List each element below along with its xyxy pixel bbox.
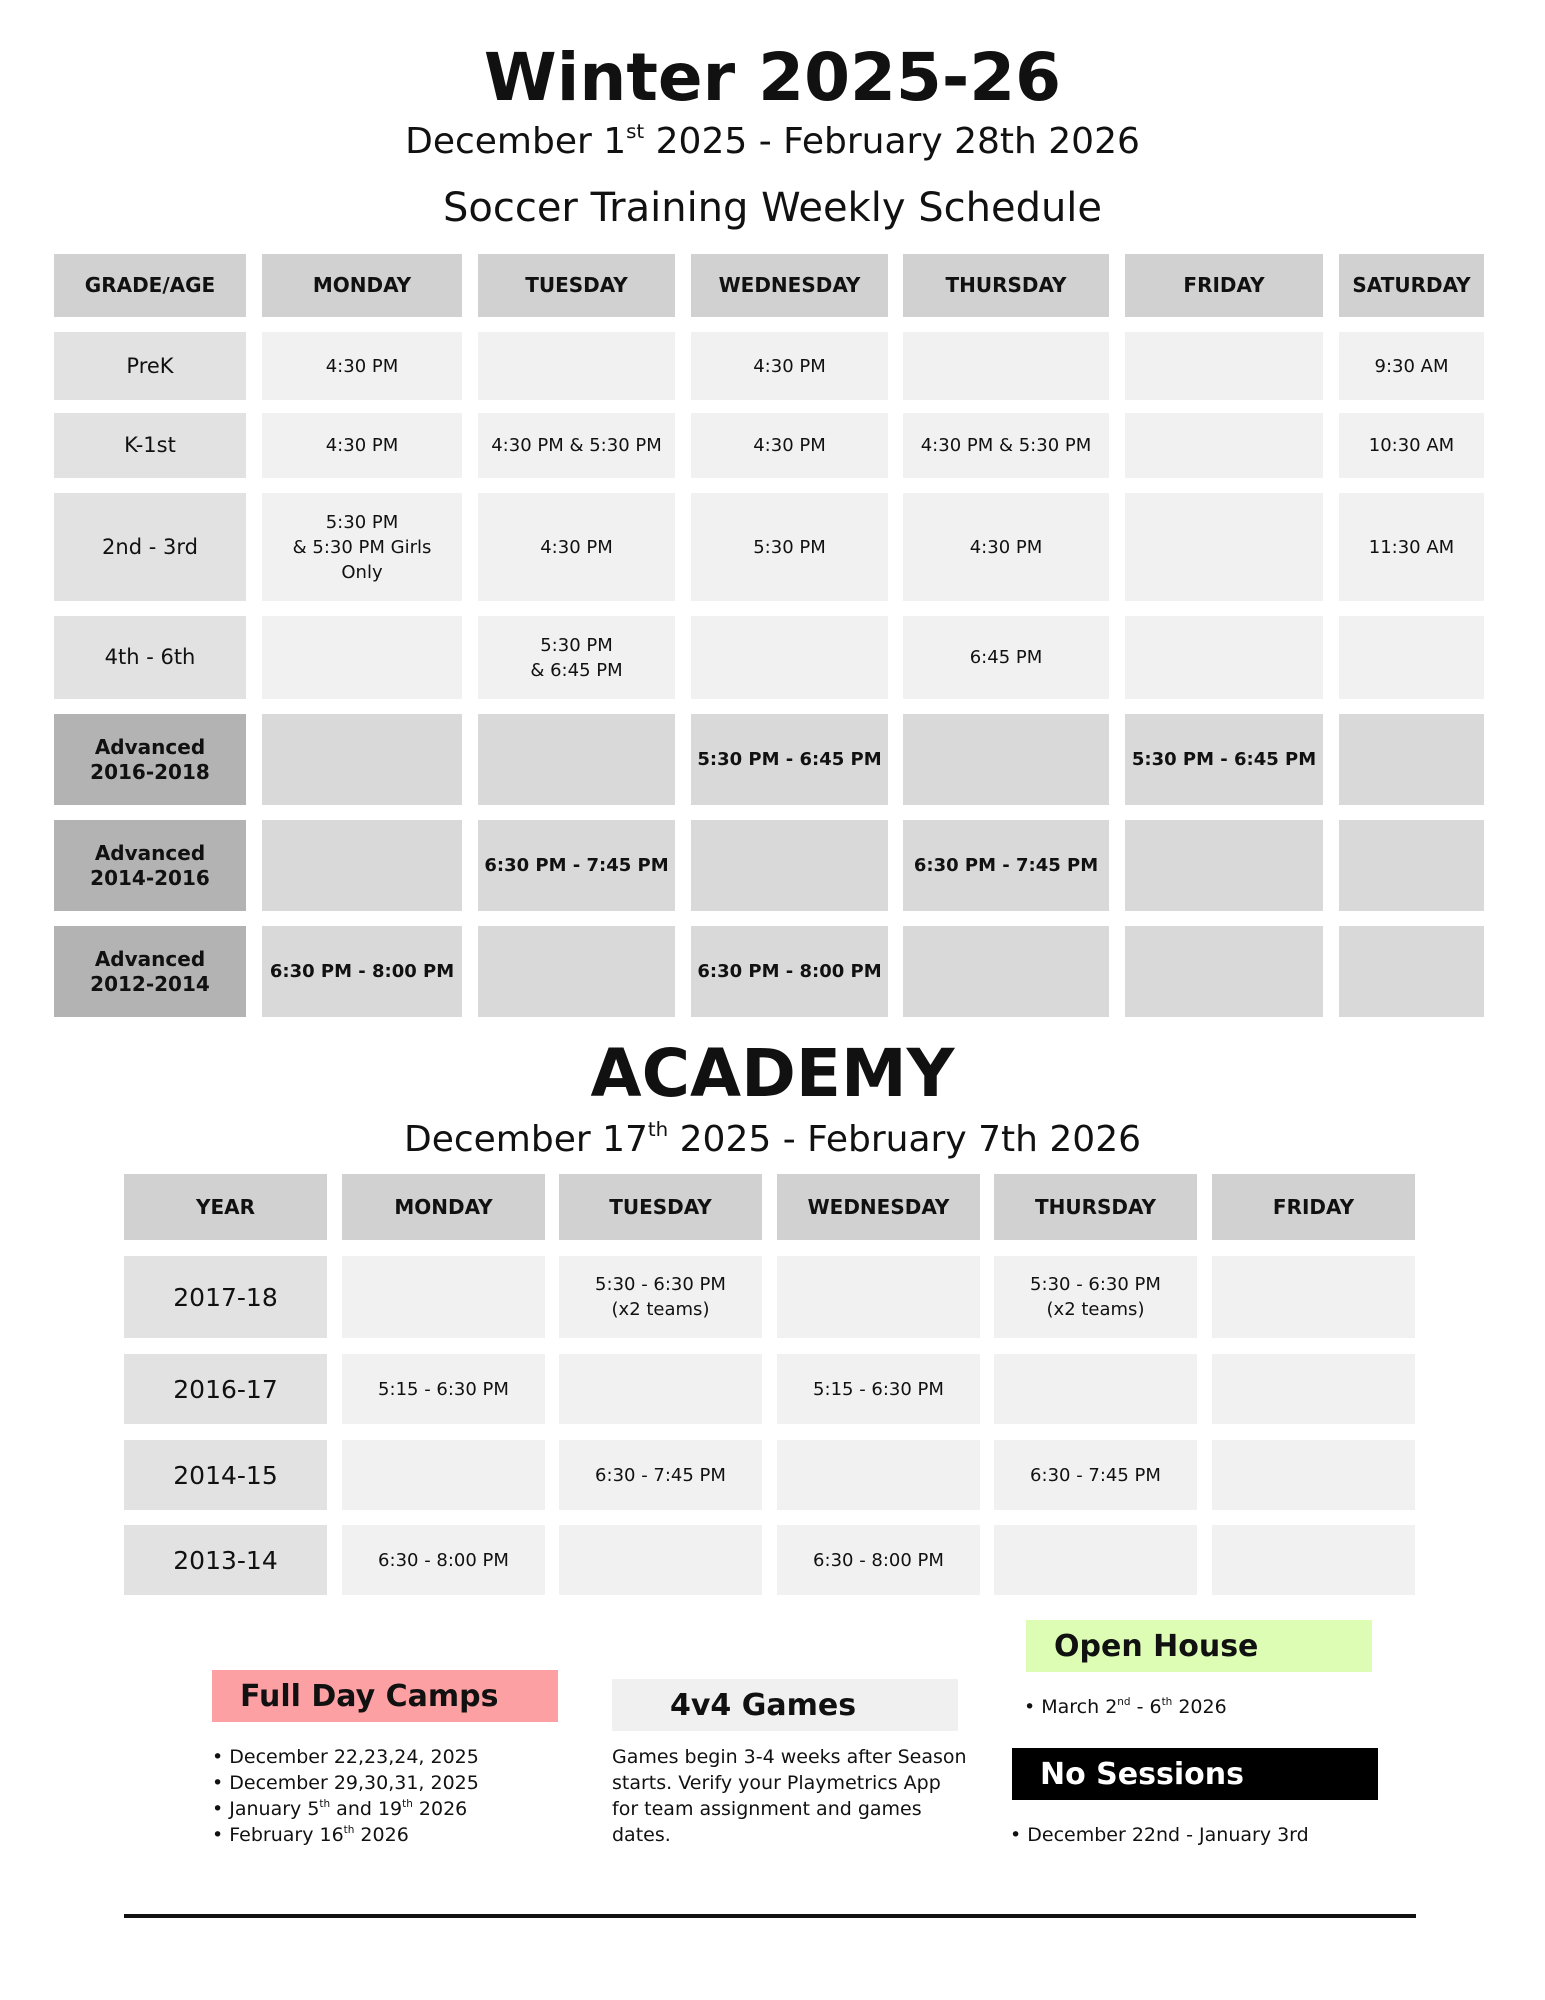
open-house-title: Open House <box>1054 1628 1259 1664</box>
academy-schedule-cell <box>1212 1354 1415 1424</box>
schedule-cell <box>903 714 1109 805</box>
games-title: 4v4 Games <box>670 1687 857 1723</box>
season-dates-end: 2025 - February 28th 2026 <box>644 121 1140 162</box>
open-house-date-sup: th <box>1161 1696 1173 1709</box>
list-item <box>212 1796 572 1822</box>
schedule-cell: 4:30 PM <box>478 493 675 601</box>
schedule-cell <box>1339 714 1484 805</box>
schedule-cell: 11:30 AM <box>1339 493 1484 601</box>
row-label: K-1st <box>54 413 246 478</box>
schedule-cell <box>262 616 462 699</box>
academy-schedule-cell <box>342 1256 545 1338</box>
schedule-cell <box>262 820 462 911</box>
page-title: Winter 2025-26 <box>483 39 1062 116</box>
schedule-cell <box>1125 332 1323 400</box>
schedule-cell: 6:30 PM - 8:00 PM <box>262 926 462 1017</box>
games-description: Games begin 3-4 weeks after Season starts. Verify your Playmetrics App for team assignment and games dates. <box>612 1746 967 1846</box>
academy-column-header-tuesday: TUESDAY <box>559 1174 762 1240</box>
row-label: Advanced 2014-2016 <box>54 820 246 911</box>
list-item: • December 29,30,31, 2025 <box>212 1770 572 1796</box>
row-label: Advanced 2012-2014 <box>54 926 246 1017</box>
schedule-cell: 9:30 AM <box>1339 332 1484 400</box>
academy-row-label: 2014-15 <box>124 1440 327 1510</box>
season-dates-start: December 1 <box>405 121 627 162</box>
schedule-cell <box>691 616 888 699</box>
schedule-cell <box>903 926 1109 1017</box>
schedule-cell: 4:30 PM & 5:30 PM <box>478 413 675 478</box>
list-item <box>1024 1694 1384 1720</box>
academy-column-header-thursday: THURSDAY <box>994 1174 1197 1240</box>
open-house-list <box>1024 1694 1384 1720</box>
camp-date-part: January 5 <box>229 1798 320 1820</box>
academy-schedule-cell <box>1212 1256 1415 1338</box>
academy-schedule-cell: 6:30 - 7:45 PM <box>559 1440 762 1510</box>
schedule-cell <box>1339 616 1484 699</box>
camp-date-sup: th <box>343 1824 355 1837</box>
schedule-cell: 6:30 PM - 7:45 PM <box>478 820 675 911</box>
academy-dates-start: December 17 <box>403 1119 648 1160</box>
schedule-cell: 4:30 PM <box>903 493 1109 601</box>
list-item: • December 22nd - January 3rd <box>1010 1822 1390 1848</box>
academy-schedule-cell: 5:30 - 6:30 PM (x2 teams) <box>559 1256 762 1338</box>
academy-schedule-cell: 5:30 - 6:30 PM (x2 teams) <box>994 1256 1197 1338</box>
academy-title: ACADEMY <box>590 1035 955 1112</box>
full-day-camps-title: Full Day Camps <box>240 1678 499 1714</box>
schedule-cell <box>691 820 888 911</box>
academy-schedule-cell <box>1212 1525 1415 1595</box>
column-header-saturday: SATURDAY <box>1339 254 1484 317</box>
academy-column-header-wednesday: WEDNESDAY <box>777 1174 980 1240</box>
academy-schedule-cell <box>777 1256 980 1338</box>
academy-schedule-cell: 5:15 - 6:30 PM <box>777 1354 980 1424</box>
academy-row-label: 2013-14 <box>124 1525 327 1595</box>
schedule-cell <box>478 714 675 805</box>
camp-date-part: 2026 <box>412 1798 468 1820</box>
schedule-cell: 6:45 PM <box>903 616 1109 699</box>
column-header-friday: FRIDAY <box>1125 254 1323 317</box>
row-label: Advanced 2016-2018 <box>54 714 246 805</box>
no-sessions-header <box>1012 1748 1378 1800</box>
academy-row-label: 2017-18 <box>124 1256 327 1338</box>
schedule-cell: 6:30 PM - 8:00 PM <box>691 926 888 1017</box>
academy-column-header-monday: MONDAY <box>342 1174 545 1240</box>
academy-schedule-cell <box>994 1354 1197 1424</box>
academy-schedule-cell: 6:30 - 7:45 PM <box>994 1440 1197 1510</box>
open-house-date-part: March 2 <box>1041 1696 1118 1718</box>
schedule-cell: 10:30 AM <box>1339 413 1484 478</box>
camp-date-part: 2026 <box>354 1824 409 1846</box>
schedule-subtitle: Soccer Training Weekly Schedule <box>442 185 1103 231</box>
schedule-cell <box>1125 616 1323 699</box>
schedule-cell <box>1339 926 1484 1017</box>
academy-row-label: 2016-17 <box>124 1354 327 1424</box>
schedule-cell: 5:30 PM & 5:30 PM Girls Only <box>262 493 462 601</box>
schedule-cell: 5:30 PM <box>691 493 888 601</box>
schedule-cell <box>1125 926 1323 1017</box>
schedule-cell: 4:30 PM <box>262 332 462 400</box>
academy-schedule-cell: 5:15 - 6:30 PM <box>342 1354 545 1424</box>
column-header-wednesday: WEDNESDAY <box>691 254 888 317</box>
no-sessions-list <box>1010 1822 1390 1848</box>
schedule-cell <box>1125 413 1323 478</box>
camp-date-sup: th <box>319 1798 331 1811</box>
camp-date-part: February 16 <box>229 1824 344 1846</box>
camp-date-part: and 19 <box>330 1798 403 1820</box>
academy-schedule-cell <box>559 1354 762 1424</box>
schedule-cell <box>478 332 675 400</box>
academy-schedule-cell <box>559 1525 762 1595</box>
open-house-date-part: - 6 <box>1130 1696 1162 1718</box>
full-day-camps-list <box>212 1744 572 1848</box>
academy-schedule-cell <box>342 1440 545 1510</box>
column-header-thursday: THURSDAY <box>903 254 1109 317</box>
season-dates-sup: st <box>626 120 645 144</box>
schedule-cell <box>262 714 462 805</box>
bottom-divider <box>124 1914 1416 1918</box>
academy-schedule-cell: 6:30 - 8:00 PM <box>342 1525 545 1595</box>
schedule-cell <box>1339 820 1484 911</box>
schedule-cell: 5:30 PM - 6:45 PM <box>691 714 888 805</box>
row-label: 2nd - 3rd <box>54 493 246 601</box>
schedule-cell: 4:30 PM & 5:30 PM <box>903 413 1109 478</box>
schedule-cell: 5:30 PM - 6:45 PM <box>1125 714 1323 805</box>
games-header <box>612 1679 958 1731</box>
academy-schedule-cell <box>1212 1440 1415 1510</box>
list-item <box>212 1822 572 1848</box>
schedule-cell: 5:30 PM & 6:45 PM <box>478 616 675 699</box>
season-dates <box>0 118 1545 166</box>
academy-dates <box>0 1116 1545 1164</box>
schedule-cell <box>478 926 675 1017</box>
schedule-cell: 4:30 PM <box>691 332 888 400</box>
no-sessions-title: No Sessions <box>1040 1756 1244 1792</box>
camp-date-sup: th <box>402 1798 413 1811</box>
academy-schedule-cell <box>777 1440 980 1510</box>
schedule-cell <box>903 332 1109 400</box>
row-label: PreK <box>54 332 246 400</box>
academy-dates-end: 2025 - February 7th 2026 <box>668 1119 1142 1160</box>
full-day-camps-header <box>212 1670 558 1722</box>
row-label: 4th - 6th <box>54 616 246 699</box>
academy-dates-sup: th <box>647 1118 669 1142</box>
list-item: • December 22,23,24, 2025 <box>212 1744 572 1770</box>
schedule-cell: 4:30 PM <box>691 413 888 478</box>
schedule-cell <box>1125 493 1323 601</box>
schedule-cell: 4:30 PM <box>262 413 462 478</box>
academy-column-header-friday: FRIDAY <box>1212 1174 1415 1240</box>
open-house-date-sup: nd <box>1117 1696 1131 1709</box>
open-house-date-part: 2026 <box>1172 1696 1227 1718</box>
column-header-monday: MONDAY <box>262 254 462 317</box>
academy-schedule-cell <box>994 1525 1197 1595</box>
academy-schedule-cell: 6:30 - 8:00 PM <box>777 1525 980 1595</box>
column-header-tuesday: TUESDAY <box>478 254 675 317</box>
academy-column-header-year: YEAR <box>124 1174 327 1240</box>
schedule-cell <box>1125 820 1323 911</box>
column-header-grade-age: GRADE/AGE <box>54 254 246 317</box>
open-house-header <box>1026 1620 1372 1672</box>
schedule-cell: 6:30 PM - 7:45 PM <box>903 820 1109 911</box>
